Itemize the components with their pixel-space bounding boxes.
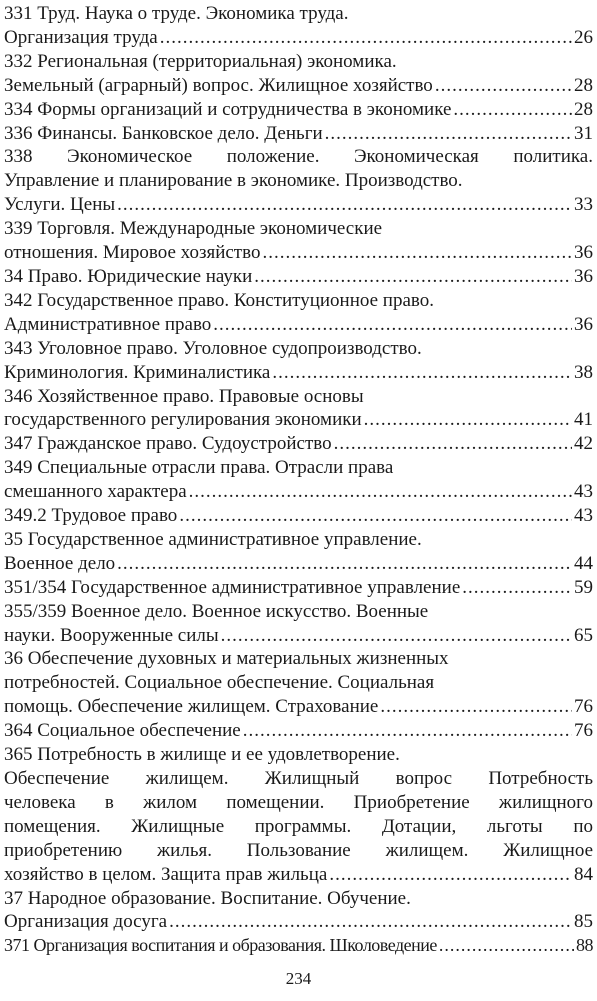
toc-entry-text: Криминология. Криминалистика <box>4 361 271 383</box>
toc-entry-leader-line <box>4 624 593 648</box>
toc-entry-text: Административное право <box>4 313 212 335</box>
dot-leader <box>179 504 572 528</box>
toc-entry-leader-line <box>4 241 593 265</box>
toc-entry-text: 365 Потребность в жилище и ее удовлетворение. <box>4 744 400 766</box>
toc-page-number: 44 <box>574 552 593 574</box>
toc-entry-text: 349.2 Трудовое право <box>4 505 178 527</box>
toc-entry-text: Организация досуга <box>4 911 168 933</box>
dot-leader <box>169 910 572 934</box>
toc-entry-351-354 <box>4 576 593 600</box>
toc-entry-leader-line <box>4 863 593 887</box>
dot-leader <box>160 26 572 50</box>
toc-entry-leader-line <box>4 265 593 289</box>
dot-leader <box>254 265 572 289</box>
toc-entry-leader-line <box>4 934 593 958</box>
dot-leader <box>262 241 572 265</box>
toc-entry-text: Управление и планирование в экономике. Производство. <box>4 170 463 192</box>
toc-entry-text: потребностей. Социальное обеспечение. Социальная <box>4 672 435 694</box>
table-of-contents <box>4 2 593 958</box>
dot-leader <box>221 624 572 648</box>
toc-entry-37 <box>4 887 593 935</box>
toc-entry-leader-line <box>4 910 593 934</box>
toc-entry-leader-line <box>4 313 593 337</box>
toc-entry-leader-line <box>4 98 593 122</box>
toc-entry-text: человека в жилом помещении. Приобретение жилищного <box>4 791 593 813</box>
toc-page-number: 76 <box>574 720 593 742</box>
toc-entry-text: 355/359 Военное дело. Военное искусство. Военные <box>4 600 429 622</box>
toc-page-number: 28 <box>574 74 593 96</box>
toc-entry-336 <box>4 122 593 146</box>
toc-entry-text: Организация труда <box>4 26 158 48</box>
toc-entry-leader-line <box>4 576 593 600</box>
toc-entry-leader-line <box>4 552 593 576</box>
dot-leader <box>380 695 572 719</box>
toc-entry-text: Обеспечение жилищем. Жилищный вопрос Потребность <box>4 768 593 789</box>
toc-entry-leader-line <box>4 361 593 385</box>
toc-entry-text: 331 Труд. Наука о труде. Экономика труда. <box>4 3 349 24</box>
toc-entry-343 <box>4 337 593 385</box>
toc-page-number: 31 <box>574 122 593 144</box>
toc-page-number: 36 <box>574 242 593 264</box>
toc-page-number: 33 <box>574 194 593 216</box>
toc-entry-331 <box>4 2 593 50</box>
toc-entry-text: Услуги. Цены <box>4 194 116 216</box>
toc-entry-text: 35 Государственное административное управление. <box>4 528 422 550</box>
toc-page-number: 26 <box>574 26 593 48</box>
toc-entry-334 <box>4 98 593 122</box>
toc-entry-leader-line <box>4 719 593 743</box>
dot-leader <box>435 74 572 98</box>
toc-entry-text: 34 Право. Юридические науки <box>4 265 253 287</box>
dot-leader <box>243 719 572 743</box>
toc-page-number: 38 <box>574 361 593 383</box>
toc-entry-34 <box>4 265 593 289</box>
toc-entry-text: смешанного характера <box>4 481 187 503</box>
dot-leader <box>117 193 572 217</box>
toc-page-number: 88 <box>576 935 593 956</box>
toc-entry-text: отношения. Мировое хозяйство <box>4 242 261 264</box>
toc-entry-leader-line <box>4 122 593 146</box>
toc-entry-364 <box>4 719 593 743</box>
toc-entry-339 <box>4 217 593 265</box>
page-number: 234 <box>285 969 312 988</box>
toc-entry-text: Земельный (аграрный) вопрос. Жилищное хозяйство <box>4 74 433 96</box>
dot-leader <box>213 313 572 337</box>
dot-leader <box>453 98 572 122</box>
dot-leader <box>439 934 574 958</box>
toc-entry-leader-line <box>4 695 593 719</box>
toc-entry-text: 332 Региональная (территориальная) экономика. <box>4 50 397 72</box>
toc-entry-346 <box>4 385 593 433</box>
toc-entry-text: помещения. Жилищные программы. Дотации, льготы по <box>4 815 593 837</box>
toc-entry-text: 349 Специальные отрасли права. Отрасли права <box>4 457 394 479</box>
dot-leader <box>462 576 572 600</box>
toc-entry-text: 364 Социальное обеспечение <box>4 720 241 742</box>
toc-entry-leader-line <box>4 504 593 528</box>
toc-entry-35 <box>4 528 593 576</box>
dot-leader <box>117 552 572 576</box>
toc-entry-text: хозяйство в целом. Защита прав жильца <box>4 863 328 885</box>
dot-leader <box>189 480 572 504</box>
toc-page-number: 76 <box>574 696 593 718</box>
toc-entry-text: 339 Торговля. Международные экономические <box>4 218 383 240</box>
toc-entry-text: 37 Народное образование. Воспитание. Обучение. <box>4 887 411 909</box>
toc-entry-365 <box>4 743 593 886</box>
toc-page-number: 42 <box>574 433 593 455</box>
toc-entry-text: 36 Обеспечение духовных и материальных жизненных <box>4 648 449 670</box>
toc-entry-347 <box>4 432 593 456</box>
dot-leader <box>272 361 572 385</box>
toc-entry-text: помощь. Обеспечение жилищем. Страхование <box>4 696 379 718</box>
toc-entry-text: государственного регулирования экономики <box>4 409 362 431</box>
toc-entry-text: 334 Формы организаций и сотрудничества в экономике <box>4 98 452 120</box>
toc-entry-text: Военное дело <box>4 552 116 574</box>
toc-entry-text: 346 Хозяйственное право. Правовые основы <box>4 385 364 407</box>
toc-entry-355-359 <box>4 600 593 648</box>
toc-page-number: 65 <box>574 624 593 646</box>
toc-entry-text: 338 Экономическое положение. Экономическая политика. <box>4 146 593 168</box>
toc-entry-text: 343 Уголовное право. Уголовное судопроизводство. <box>4 337 422 359</box>
toc-entry-leader-line <box>4 26 593 50</box>
dot-leader <box>364 408 572 432</box>
toc-page-number: 43 <box>574 481 593 503</box>
toc-page-number: 43 <box>574 505 593 527</box>
dot-leader <box>334 432 572 456</box>
toc-entry-text: науки. Вооруженные силы <box>4 624 219 646</box>
toc-entry-371 <box>4 934 593 958</box>
toc-entry-text: 371 Организация воспитания и образования. Школоведение <box>4 935 437 956</box>
toc-entry-text: приобретению жилья. Пользование жилищем. Жилищное <box>4 839 593 861</box>
toc-entry-349 <box>4 456 593 504</box>
toc-entry-text: 347 Гражданское право. Судоустройство <box>4 433 332 455</box>
toc-entry-342 <box>4 289 593 337</box>
toc-entry-text: 351/354 Государственное административное управление <box>4 576 461 598</box>
toc-page-number: 36 <box>574 265 593 287</box>
toc-entry-leader-line <box>4 74 593 98</box>
toc-entry-36 <box>4 647 593 719</box>
dot-leader <box>329 863 572 887</box>
toc-entry-leader-line <box>4 480 593 504</box>
toc-entry-349-2 <box>4 504 593 528</box>
toc-entry-leader-line <box>4 408 593 432</box>
toc-entry-332 <box>4 50 593 98</box>
toc-entry-leader-line <box>4 432 593 456</box>
dot-leader <box>325 122 572 146</box>
toc-page-number: 85 <box>574 911 593 933</box>
toc-entry-text: 342 Государственное право. Конституционное право. <box>4 289 434 311</box>
toc-entry-338 <box>4 145 593 217</box>
toc-page-number: 28 <box>574 98 593 120</box>
toc-page-number: 84 <box>574 863 593 885</box>
toc-page-number: 59 <box>574 576 593 598</box>
toc-page-number: 41 <box>574 409 593 431</box>
toc-page-number: 36 <box>574 313 593 335</box>
toc-entry-leader-line <box>4 193 593 217</box>
toc-entry-text: 336 Финансы. Банковское дело. Деньги <box>4 122 323 144</box>
